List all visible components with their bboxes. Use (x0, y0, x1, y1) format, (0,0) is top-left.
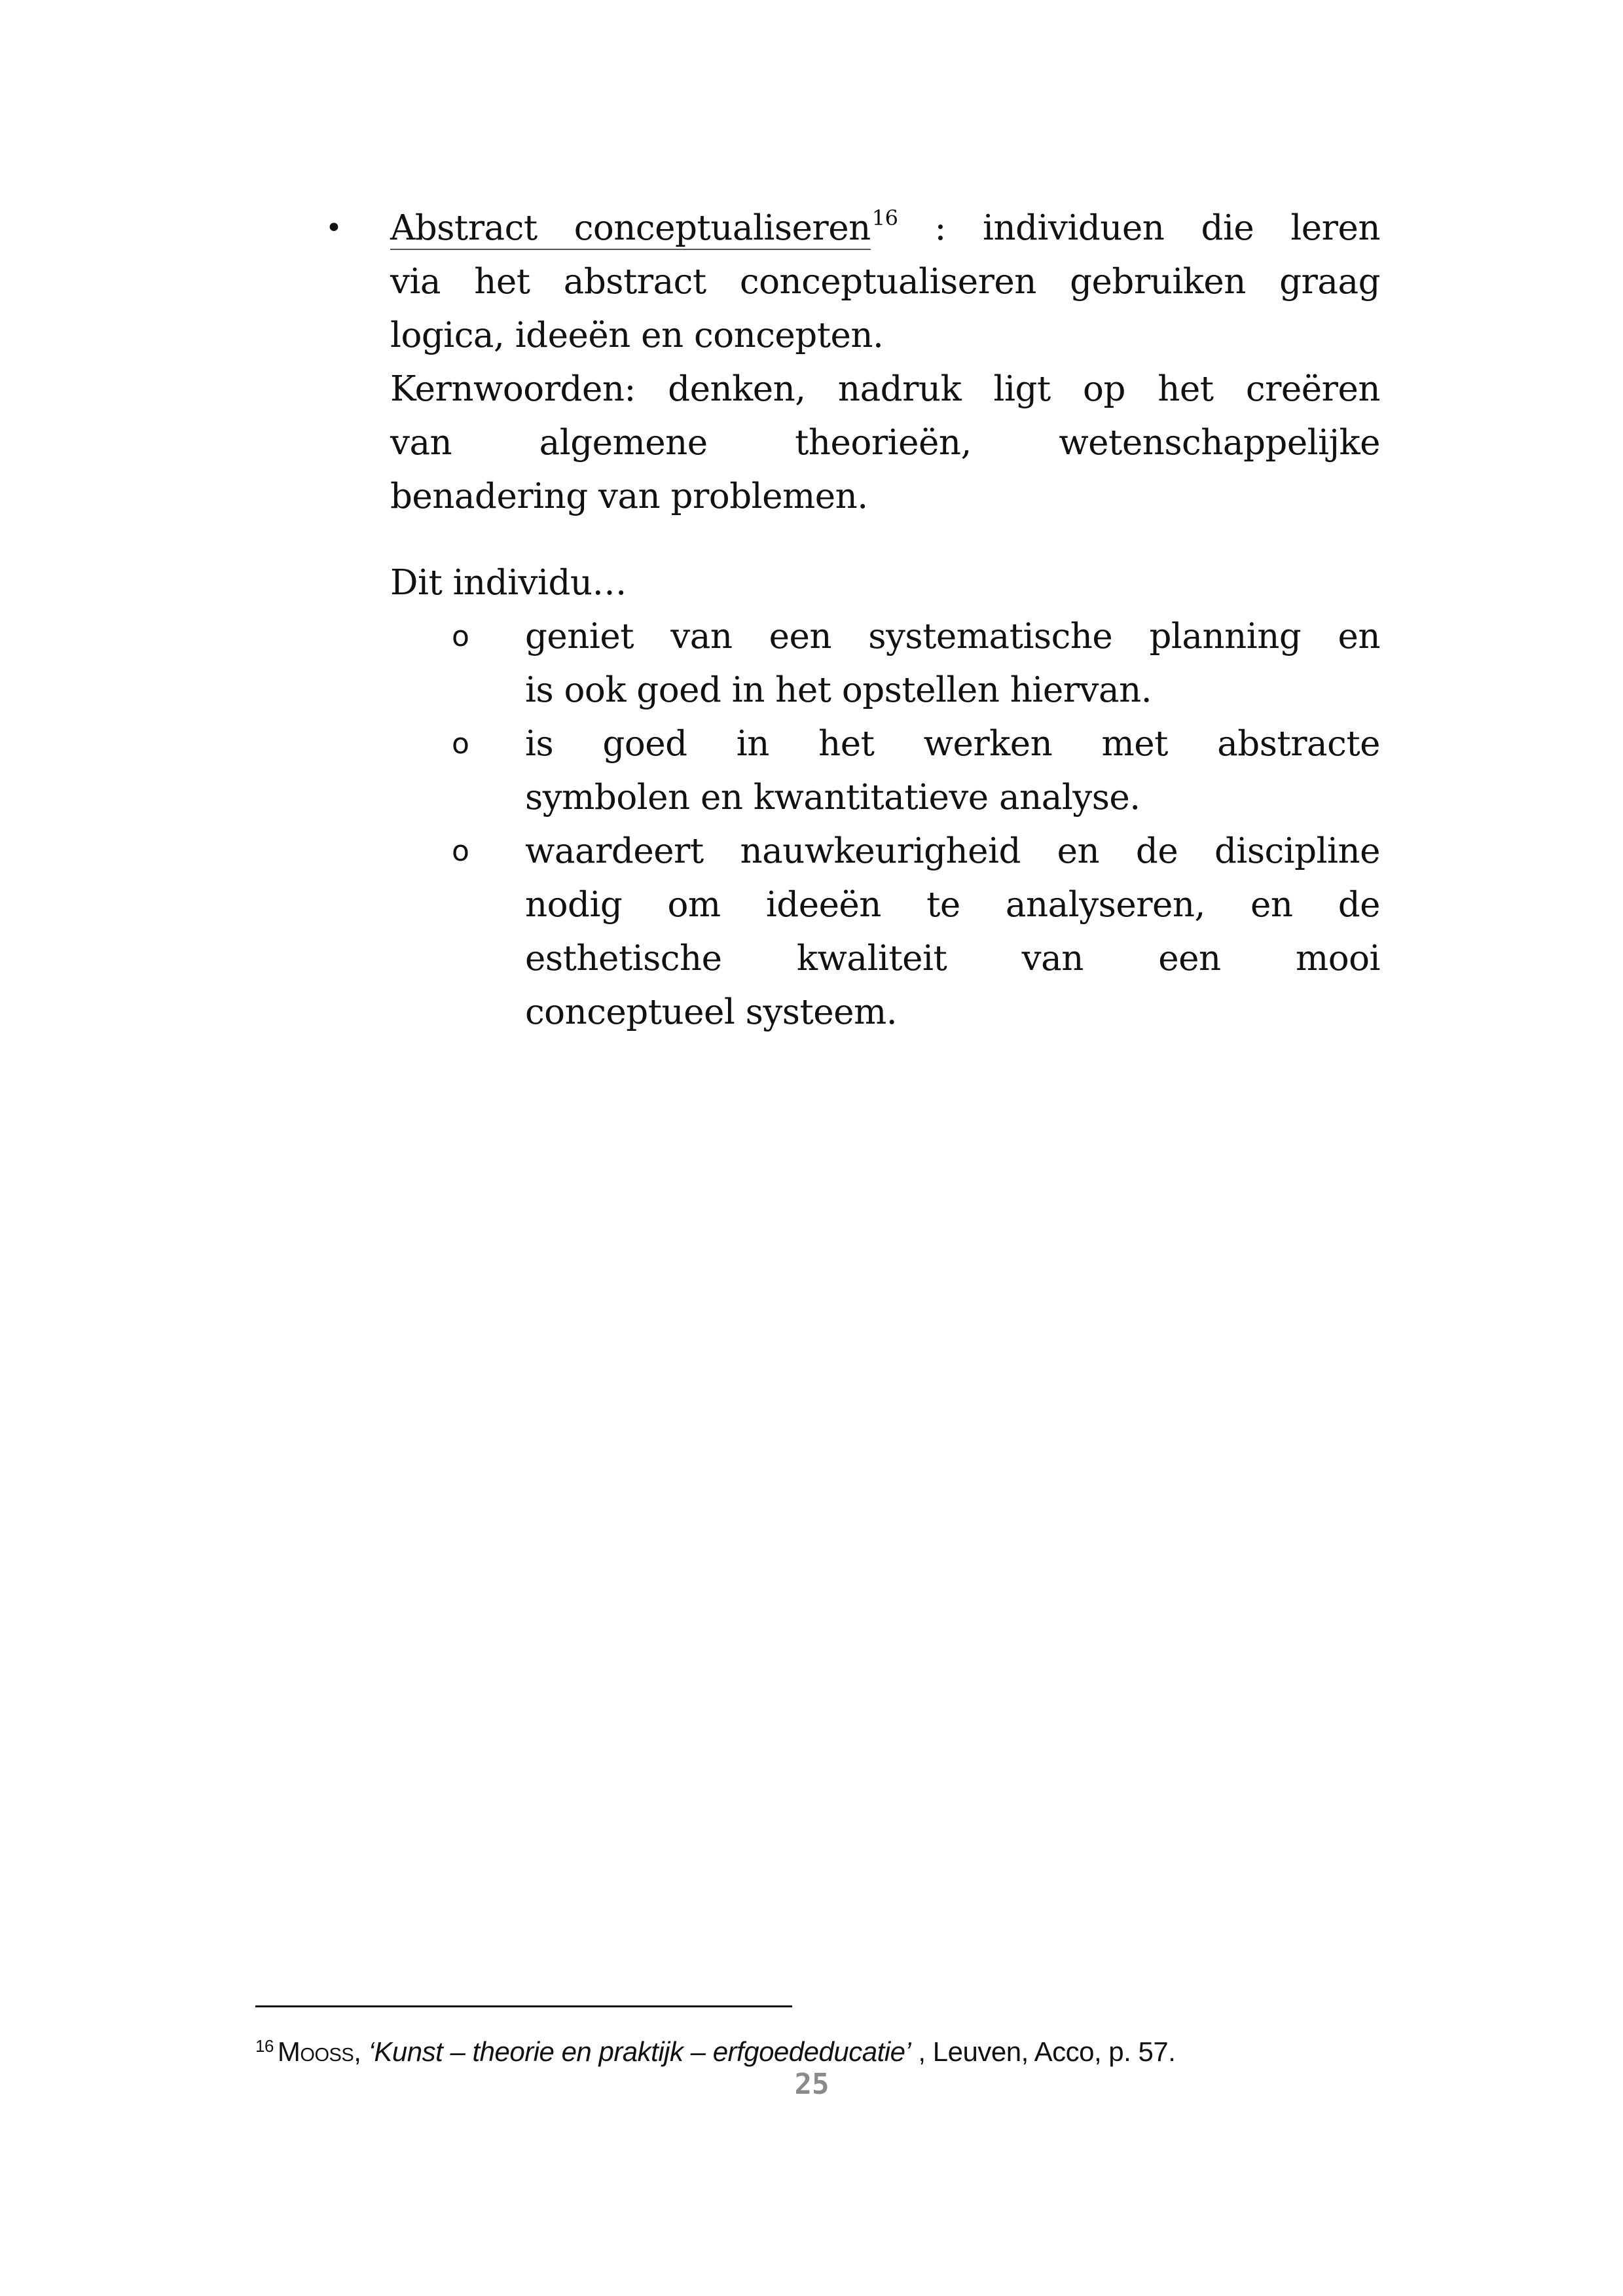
definition-line-1: Abstract conceptualiseren$^{16}$ : individuen die leren (390, 206, 1380, 248)
characteristics-list (452, 610, 1380, 1039)
footnote-reference[interactable]: 16 (871, 206, 898, 230)
circle-bullet-icon: o (452, 834, 469, 868)
footnote: $^{16}$ Mooss, ‘Kunst – theorie en praktijk – erfgoededucatie’ , Leuven, Acco, p. 57. (255, 2036, 1176, 2067)
circle-bullet-icon: o (452, 727, 469, 761)
circle-bullet-icon: o (452, 620, 469, 653)
term-heading: Abstract conceptualiseren (390, 208, 871, 248)
definition-line-3: logica, ideeën en concepten. (390, 315, 884, 355)
learning-style-entry (390, 202, 1380, 524)
definition-line-2: via het abstract conceptualiseren gebruiken graag (390, 262, 1380, 302)
list-item: o geniet van een systematische planning en is ook goed in het opstellen hiervan. (452, 610, 1380, 717)
bullet-icon: • (325, 211, 342, 245)
footnote-publication: , Leuven, Acco, p. 57. (911, 2036, 1176, 2067)
footnote-author: Mooss (277, 2036, 354, 2067)
keywords-line-1: Kernwoorden: denken, nadruk ligt op het creëren (390, 369, 1380, 409)
list-item: o waardeert nauwkeurigheid en de discipline nodig om ideeën te analyseren, en de esthetische kwaliteit van een mooi conceptueel systeem. (452, 825, 1380, 1039)
page-number: 25 (794, 2068, 830, 2101)
footnote-separator (255, 2005, 792, 2007)
list-item: o is goed in het werken met abstracte symbolen en kwantitatieve analyse. (452, 717, 1380, 825)
intro-text: Dit individu… (390, 563, 627, 603)
keywords-line-2: van algemene theorieën, wetenschappelijke (390, 423, 1380, 463)
footnote-number: 16 (255, 2036, 274, 2056)
footnote-title: ‘Kunst – theorie en praktijk – erfgoededucatie’ (368, 2036, 911, 2067)
keywords-line-3: benadering van problemen. (390, 476, 868, 516)
